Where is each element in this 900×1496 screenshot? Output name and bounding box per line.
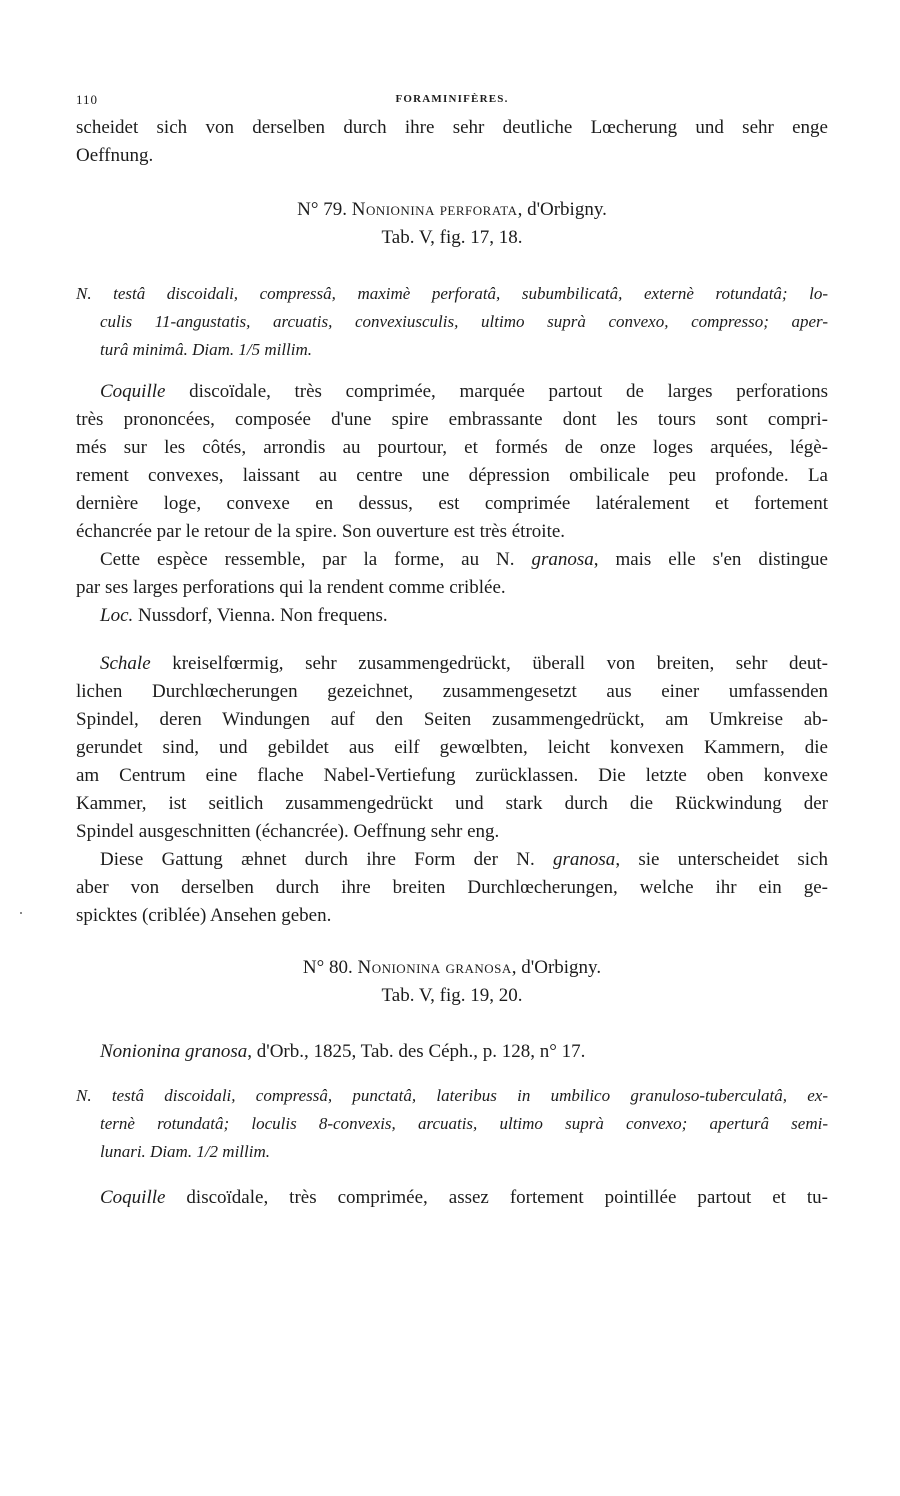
french-description <box>76 378 828 630</box>
text-line: Diese Gattung æhnet durch ihre Form der N. granosa, sie unterscheidet sich <box>100 849 828 870</box>
text-line: am Centrum eine flache Nabel-Vertiefung zurücklassen. Die letzte oben konvexe <box>76 765 828 786</box>
diagnosis-line: culis 11-angustatis, arcuatis, convexiusculis, ultimo suprà convexo, compresso; aper- <box>100 312 828 331</box>
text-line: échancrée par le retour de la spire. Son ouverture est très étroite. <box>76 521 566 542</box>
text-line: Spindel ausgeschnitten (échancrée). Oeffnung sehr eng. <box>76 821 500 842</box>
running-head <box>76 92 828 110</box>
diagnosis-line: N. testâ discoidali, compressâ, maximè perforatâ, subumbilicatâ, externè rotundatâ; lo- <box>76 284 828 303</box>
text-line: Schale kreiselfœrmig, sehr zusammengedrückt, überall von breiten, sehr deut- <box>100 653 828 674</box>
species-number: N° 80. <box>302 957 353 978</box>
text-line: Coquille discoïdale, très comprimée, marquée partout de larges perforations <box>100 381 828 402</box>
latin-diagnosis <box>76 280 828 364</box>
diagnosis-line: lunari. Diam. 1/2 millim. <box>100 1142 271 1161</box>
text-line: Coquille discoïdale, très comprimée, assez fortement pointillée partout et tu- <box>100 1187 828 1208</box>
genus-name: Nonionina <box>351 199 435 220</box>
plate-reference: Tab. V, fig. 19, 20. <box>381 985 523 1006</box>
genus-name: Nonionina <box>357 957 441 978</box>
german-description <box>76 650 828 930</box>
term-coquille: Coquille <box>100 1187 166 1208</box>
species-name: granosa <box>445 957 512 978</box>
diagnosis-line: turâ minimâ. Diam. 1/5 millim. <box>100 340 313 359</box>
text-line: très prononcées, composée d'une spire embrassante dont les tours sont compri- <box>76 409 828 430</box>
locality-label: Loc. <box>100 605 134 626</box>
synonymy <box>76 1038 828 1066</box>
text-line: Spindel, deren Windungen auf den Seiten zusammengedrückt, am Umkreise ab- <box>76 709 828 730</box>
plate-reference: Tab. V, fig. 17, 18. <box>381 227 523 248</box>
speck <box>20 912 22 914</box>
text-line: par ses larges perforations qui la rendent comme criblée. <box>76 577 506 598</box>
species-79-heading <box>76 196 828 252</box>
continuation-paragraph <box>76 114 828 170</box>
french-description <box>76 1184 828 1212</box>
text-line: spicktes (criblée) Ansehen geben. <box>76 905 332 926</box>
term-coquille: Coquille <box>100 381 166 402</box>
text-line: aber von derselben durch ihre breiten Durchlœcherungen, welche ihr ein ge- <box>76 877 828 898</box>
term-schale: Schale <box>100 653 151 674</box>
species-author: , d'Orbigny. <box>511 957 602 978</box>
synonym-name: Nonionina granosa <box>100 1041 248 1062</box>
text-line: Oeffnung. <box>76 145 154 166</box>
text-line: scheidet sich von derselben durch ihre sehr deutliche Lœcherung und sehr enge <box>76 117 828 138</box>
text-line: gerundet sind, und gebildet aus eilf gewœlbten, leicht konvexen Kammern, die <box>76 737 828 758</box>
text-line: més sur les côtés, arrondis au pourtour, et formés de onze loges arquées, légè- <box>76 437 828 458</box>
text-line: Kammer, ist seitlich zusammengedrückt und stark durch die Rückwindung der <box>76 793 828 814</box>
species-79-title <box>76 196 828 224</box>
species-author: , d'Orbigny. <box>517 199 607 220</box>
header-title: FORAMINIFÈRES. <box>395 93 509 105</box>
species-80-heading <box>76 954 828 1010</box>
diagnosis-line: N. testâ discoidali, compressâ, punctatâ, lateribus in umbilico granuloso-tuberculatâ, ex- <box>76 1086 828 1105</box>
species-number: N° 79. <box>297 199 347 220</box>
synonymy-line: Nonionina granosa, d'Orb., 1825, Tab. des Céph., p. 128, n° 17. <box>100 1041 586 1062</box>
diagnosis-line: ternè rotundatâ; loculis 8-convexis, arcuatis, ultimo suprà convexo; aperturâ semi- <box>100 1114 828 1133</box>
text-line: dernière loge, convexe en dessus, est comprimée latéralement et fortement <box>76 493 828 514</box>
text-line: Cette espèce ressemble, par la forme, au N. granosa, mais elle s'en distingue <box>100 549 828 570</box>
latin-diagnosis <box>76 1082 828 1166</box>
species-80-title <box>76 954 828 982</box>
page-number: 110 <box>76 92 99 107</box>
species-name: perforata <box>439 199 518 220</box>
text-line: lichen Durchlœcherungen gezeichnet, zusammengesetzt aus einer umfassenden <box>76 681 828 702</box>
text-line: rement convexes, laissant au centre une dépression ombilicale peu profonde. La <box>76 465 828 486</box>
locality-line: Loc. Nussdorf, Vienna. Non frequens. <box>100 605 388 626</box>
